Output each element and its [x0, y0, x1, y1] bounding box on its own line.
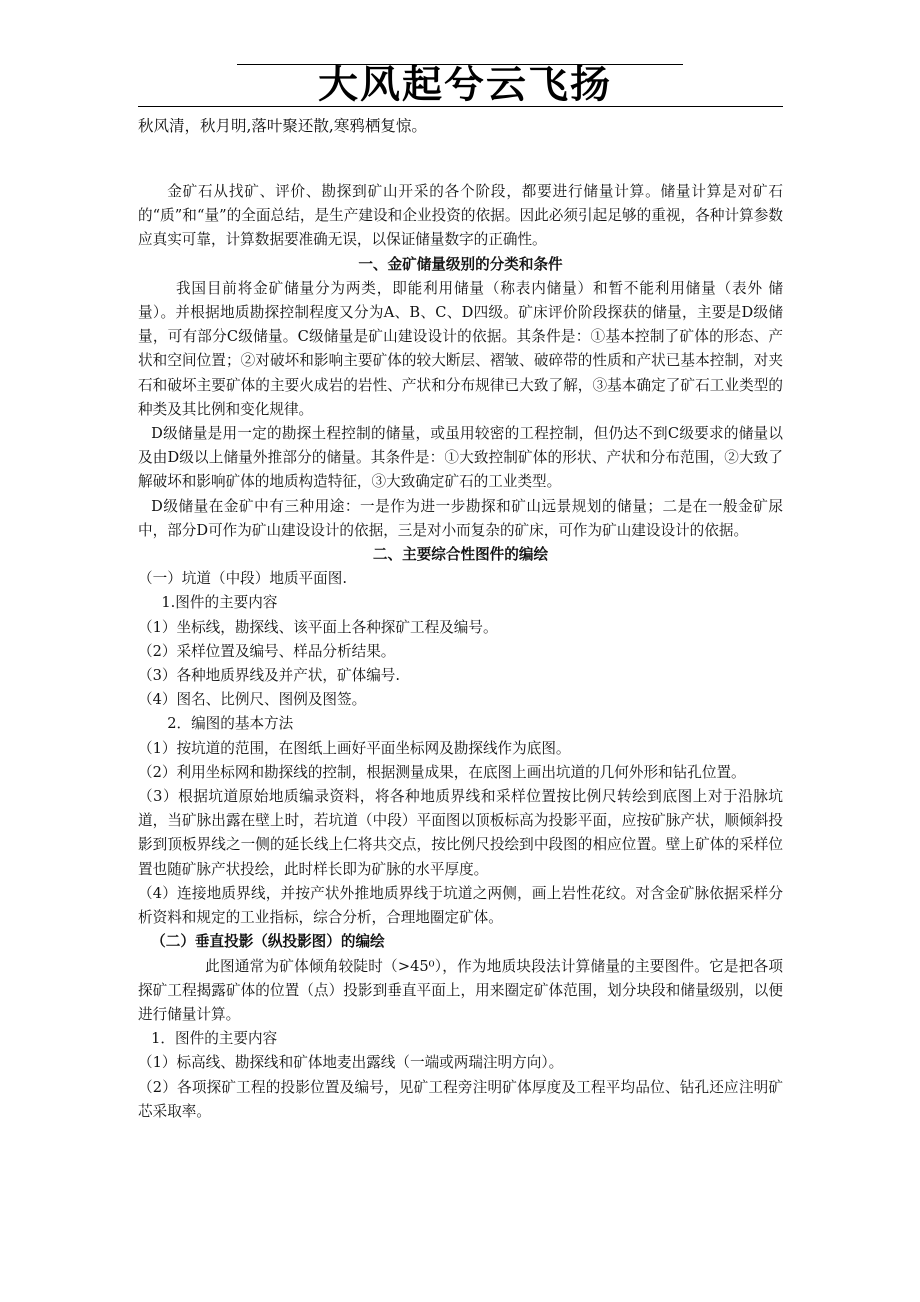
subsection-1-title: （一）坑道（中段）地质平面图.	[138, 570, 347, 588]
section-1-paragraph-3: D级储量在金矿中有三种用途：一是作为进一步勘探和矿山远景规划的储量；二是在一般金矿尿中，部分D可作为矿山建设设计的依据，三是对小而复杂的矿床，可作为矿山建设设计的依据。	[138, 497, 783, 539]
section-1-title: 一、金矿储量级别的分类和条件	[358, 255, 563, 273]
subsection-2-title: （二）垂直投影（纵投影图）的编绘	[151, 933, 385, 951]
subsection-1-heading-method: 2．编图的基本方法	[167, 715, 294, 733]
list-item: （4）连接地质界线，并按产状外推地质界线于坑道之两侧，画上岩性花纹。对含金矿脉依据采样分析资料和规定的工业指标，综合分析，合理地圈定矿体。	[138, 884, 783, 927]
intro-paragraph: 金矿石从找矿、评价、勘探到矿山开采的各个阶段，都要进行储量计算。储量计算是对矿石的“质”和“量”的全面总结，是生产建设和企业投资的依据。因此必须引起足够的重视，各种计算参数应真实可靠，计算数据要准确无误，以保证储量数字的正确性。	[138, 183, 783, 249]
section-2-title: 二、主要综合性图件的编绘	[372, 546, 549, 564]
section-1-paragraph-2: D级储量是用一定的勘探土程控制的储量，或虽用较密的工程控制，但仍达不到C级要求的储量以及由D级以上储量外推部分的储量。其条件是：①大致控制矿体的形状、产状和分布范围，②大致了解破坏和影响矿体的地质构造特征，③大致确定矿石的工业类型。	[138, 425, 783, 491]
list-item: （3）根据坑道原始地质编录资料，将各种地质界线和采样位置按比例尺转绘到底图上对于沿脉坑道，当矿脉出露在壁上时，若坑道（中段）平面图以顶板标高为投影平面，应按矿脉产状，顺倾斜投影到顶板界线之一侧的延长线上仁将共交点，按比例尺投绘到中段图的相应位置。壁上矿体的采样位置也随矿脉产状投绘，此时样长即为矿脉的水平厚度。	[138, 788, 783, 878]
header-rule-bottom	[138, 106, 783, 107]
document-body	[138, 180, 783, 1124]
list-item: （1）坐标线，勘探线、该平面上各种探矿工程及编号。	[138, 618, 498, 636]
list-item: （1）标高线、勘探线和矿体地麦出露线（一端或两瑞注明方向）。	[138, 1054, 564, 1072]
header-motto: 秋风清，秋月明,落叶聚还散,寒鸦栖复惊。	[138, 117, 427, 135]
list-item: （2）利用坐标网和勘探线的控制，根据测量成果，在底图上画出坑道的几何外形和钻孔位置。	[138, 763, 746, 781]
subsection-2-heading-contents: 1．图件的主要内容	[151, 1030, 278, 1048]
list-item: （2）各项探矿工程的投影位置及编号，见矿工程旁注明矿体厚度及工程平均品位、钻孔还应注明矿芯采取率。	[138, 1078, 783, 1120]
list-item: （4）图名、比例尺、图例及图签。	[138, 691, 367, 709]
list-item: （3）各种地质界线及并产状，矿体编号.	[138, 667, 401, 685]
subsection-1-heading-contents: 1.图件的主要内容	[161, 594, 278, 612]
section-1-paragraph-1: 我国目前将金矿储量分为两类，即能利用储量（称表内储量）和暂不能利用储量（表外 储量）。并根据地质勘探控制程度又分为A、B、C、D四级。矿床评价阶段探获的储量，主要是D级储量，可有部分C级储量。C级储量是矿山建设设计的依据。其条件是：①基本控制了矿体的形态、产状和空间位置；②对破坏和影响主要矿体的较大断层、褶皱、破碎带的性质和产状已基本控制，对夹石和破坏主要矿体的主要火成岩的岩性、产状和分布规律已大致了解，③基本确定了矿石工业类型的种类及其比例和变化规律。	[138, 279, 783, 418]
list-item: （2）采样位置及编号、样品分析结果。	[138, 642, 396, 660]
list-item: （1）按坑道的范围，在图纸上画好平面坐标网及勘探线作为底图。	[138, 739, 571, 757]
subsection-2-paragraph: 此图通常为矿体倾角较陡时（>45⁰），作为地质块段法计算储量的主要图件。它是把各项探矿工程揭露矿体的位置（点）投影到垂直平面上，用来圈定矿体范围，划分块段和储量级别，以便进行储量计算。	[138, 957, 783, 1023]
header-banner: 大风起兮云飞扬	[318, 62, 612, 107]
